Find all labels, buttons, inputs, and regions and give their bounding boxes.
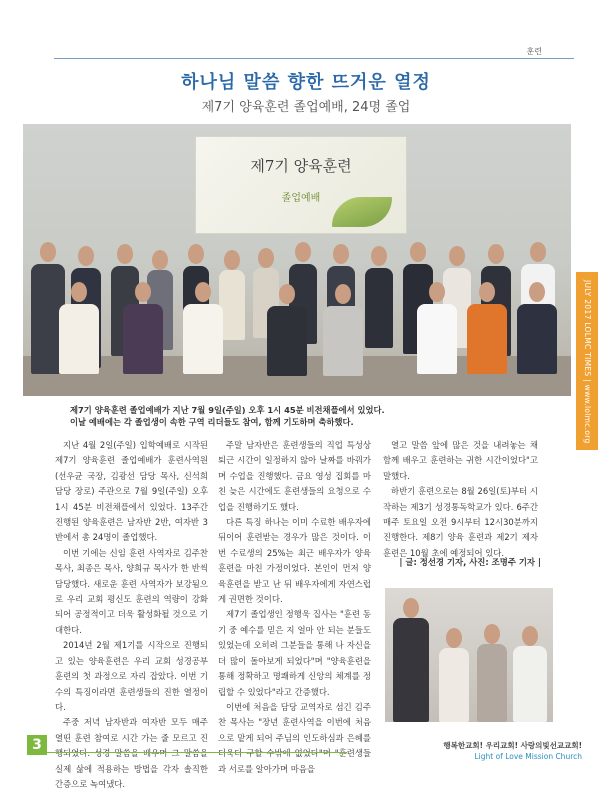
paragraph: 주말 남자반은 훈련생들의 직업 특성상 퇴근 시간이 일정하지 않아 날짜를 바꿔가며 수업을 진행했다. 금요 영성 집회를 마친 늦은 시간에도 훈련생들의 요청으로 수업을 진행하기도 했다.: [218, 440, 371, 512]
paragraph: 다른 특징 하나는 이미 수료한 배우자에 뒤이어 훈련받는 경우가 많은 것이다. 이번 수료생의 25%는 최근 배우자가 양육훈련을 마친 가정이었다. 본인이 먼저 양육훈련을 받고 난 뒤 배우자에게 자연스럽게 권면한 것이다.: [218, 517, 371, 605]
footer-church-slogan: 행복한교회! 우리교회! 사랑의빛선교교회!: [443, 741, 582, 750]
paragraph: 열고 말씀 앞에 많은 것을 내려놓는 채 함께 배우고 훈련하는 귀한 시간이었다"고 말했다.: [383, 440, 538, 481]
side-banner-text: JULY 2017 LOLMC TIMES | www.lolmc.org: [583, 280, 592, 444]
paragraph: 2014년 2월 제1기를 시작으로 진행되고 있는 양육훈련은 우리 교회 성경공부 훈련의 첫 과정으로 자리 잡았다. 이번 기수의 특징이라면 훈련생들의 진한 열정이다.: [55, 640, 208, 712]
group-of-people: [23, 264, 571, 396]
paragraph: 이번에 처음을 담당 교역자로 섬긴 김주찬 목사는 "장년 훈련사역을 이번에 처음으로 맡게 되어 주님의 인도하심과 은혜를 더욱더 구할 수밖에 없었다"며 "훈련생들과 서로를 알아가며 마음을: [218, 701, 371, 774]
paragraph: 하반기 훈련으로는 8월 26일(토)부터 시작하는 제3기 성경통독학교가 있다. 6주간 매주 토요일 오전 9시부터 12시30분까지 진행한다. 제8기 양육 훈련과 제2기 제자 훈련은 10월 초에 예정되어 있다.: [383, 486, 538, 558]
article-column-2: [218, 438, 371, 777]
screen-subtitle: 졸업예배: [281, 193, 321, 204]
top-divider: [54, 58, 574, 59]
caption-line: 제7기 양육훈련 졸업예배가 지난 7월 9일(주일) 오후 1시 45분 비전채플에서 있었다.: [70, 405, 385, 415]
article-column-3: [383, 438, 538, 561]
paragraph: 지난 4월 2일(주일) 입학예배로 시작된 제7기 양육훈련 졸업예배가 훈련사역원(선우균 국장, 김광선 담당 목사, 신석희 담당 장로) 주관으로 7월 9일(주일) 오후 1시 45분 비전채플에서 있었다. 13주간 진행된 양육훈련은 남자반 2반, 여자반 3반에서 총 24명이 졸업했다.: [55, 440, 208, 543]
section-tag: 훈련: [526, 47, 542, 56]
main-photo: [23, 124, 571, 396]
headline: 하나님 말씀 향한 뜨거운 열정: [181, 72, 431, 93]
paragraph: 제7기 졸업생인 정행욱 집사는 "훈련 동기 중 예수를 믿은 지 얼마 안 되는 분들도 있었는데 오히려 그분들을 통해 나 자신을 더 많이 돌아보게 되었다"며 "양육훈련을 통해 정확하고 명쾌하게 신앙의 체계를 정립할 수 있었다"라고 간증했다.: [218, 609, 371, 697]
paragraph: 주중 저녁 남자반과 여자반 모두 매주 열띤 훈련 참여로 시간 가는 줄 모르고 진행되었다. 성경 말씀을 배우며 그 말씀을 실제 삶에 적용하는 방법을 각자 솔직한 간증으로 녹여냈다.: [55, 717, 208, 789]
photo-caption: [70, 404, 540, 428]
paragraph: 이번 기에는 신임 훈련 사역자로 김주찬 목사, 최종은 목사, 양희규 목사가 한 반씩 담당했다. 새로운 훈련 사역자가 보강됨으로 우리 교회 평신도 훈련의 역량이 강화되어 공정적이고 더욱 활성화될 것으로 기대한다.: [55, 547, 208, 635]
page-number: 3: [27, 735, 47, 755]
footer-divider: [47, 752, 347, 753]
screen-title: 제7기 양육훈련: [250, 157, 352, 175]
prayer-photo: [385, 588, 553, 722]
author-credit: | 글: 정선경 기자, 사진: 조명주 기자 |: [399, 557, 541, 567]
subheadline: 제7기 양육훈련 졸업예배, 24명 졸업: [201, 100, 411, 115]
projector-screen: [195, 136, 407, 234]
footer-church-name: Light of Love Mission Church: [474, 752, 582, 761]
caption-line: 이날 예배에는 각 졸업생이 속한 구역 리더들도 참여, 함께 기도하며 축하했다.: [70, 417, 354, 427]
article-column-1: [55, 438, 208, 792]
